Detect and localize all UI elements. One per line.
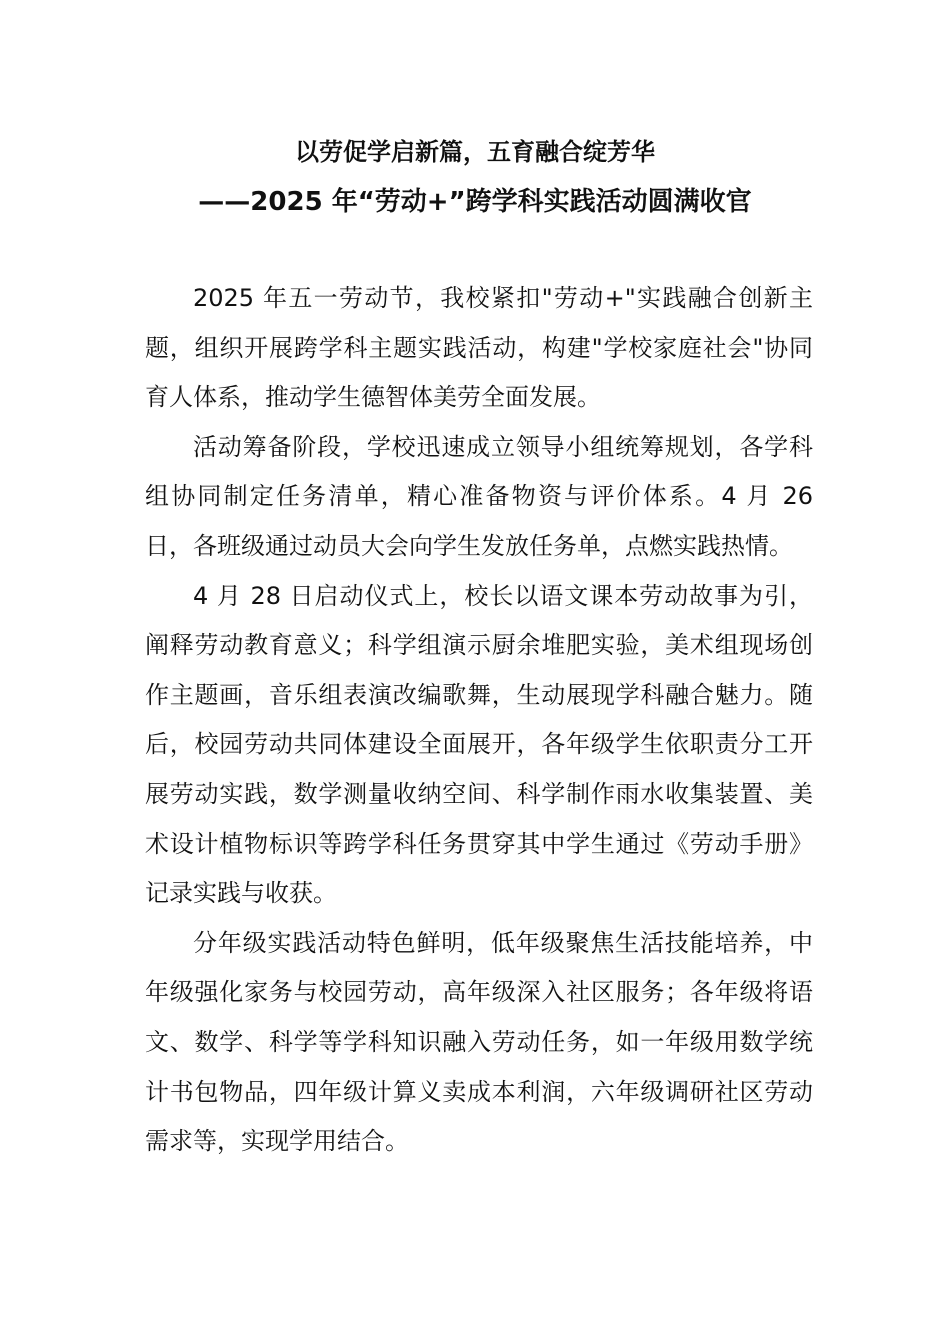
document-subtitle: ——2025 年“劳动+”跨学科实践活动圆满收官 [198, 187, 752, 217]
document-body [145, 274, 813, 1167]
paragraph: 2025 年五一劳动节，我校紧扣"劳动+"实践融合创新主题，组织开展跨学科主题实践活动，构建"学校家庭社会"协同育人体系，推动学生德智体美劳全面发展。 [145, 284, 813, 412]
paragraph: 4 月 28 日启动仪式上，校长以语文课本劳动故事为引，阐释劳动教育意义；科学组演示厨余堆肥实验，美术组现场创作主题画，音乐组表演改编歌舞，生动展现学科融合魅力。随后，校园劳动共同体建设全面展开，各年级学生依职责分工开展劳动实践，数学测量收纳空间、科学制作雨水收集装置、美术设计植物标识等跨学科任务贯穿其中学生通过《劳动手册》记录实践与收获。 [145, 581, 813, 908]
document-title: 以劳促学启新篇，五育融合绽芳华 [295, 138, 655, 166]
paragraph: 分年级实践活动特色鲜明，低年级聚焦生活技能培养，中年级强化家务与校园劳动，高年级深入社区服务；各年级将语文、数学、科学等学科知识融入劳动任务，如一年级用数学统计书包物品，四年级计算义卖成本利润，六年级调研社区劳动需求等，实现学用结合。 [145, 928, 813, 1156]
paragraph: 活动筹备阶段，学校迅速成立领导小组统筹规划，各学科组协同制定任务清单，精心准备物资与评价体系。4 月 26 日，各班级通过动员大会向学生发放任务单，点燃实践热情。 [145, 432, 813, 560]
